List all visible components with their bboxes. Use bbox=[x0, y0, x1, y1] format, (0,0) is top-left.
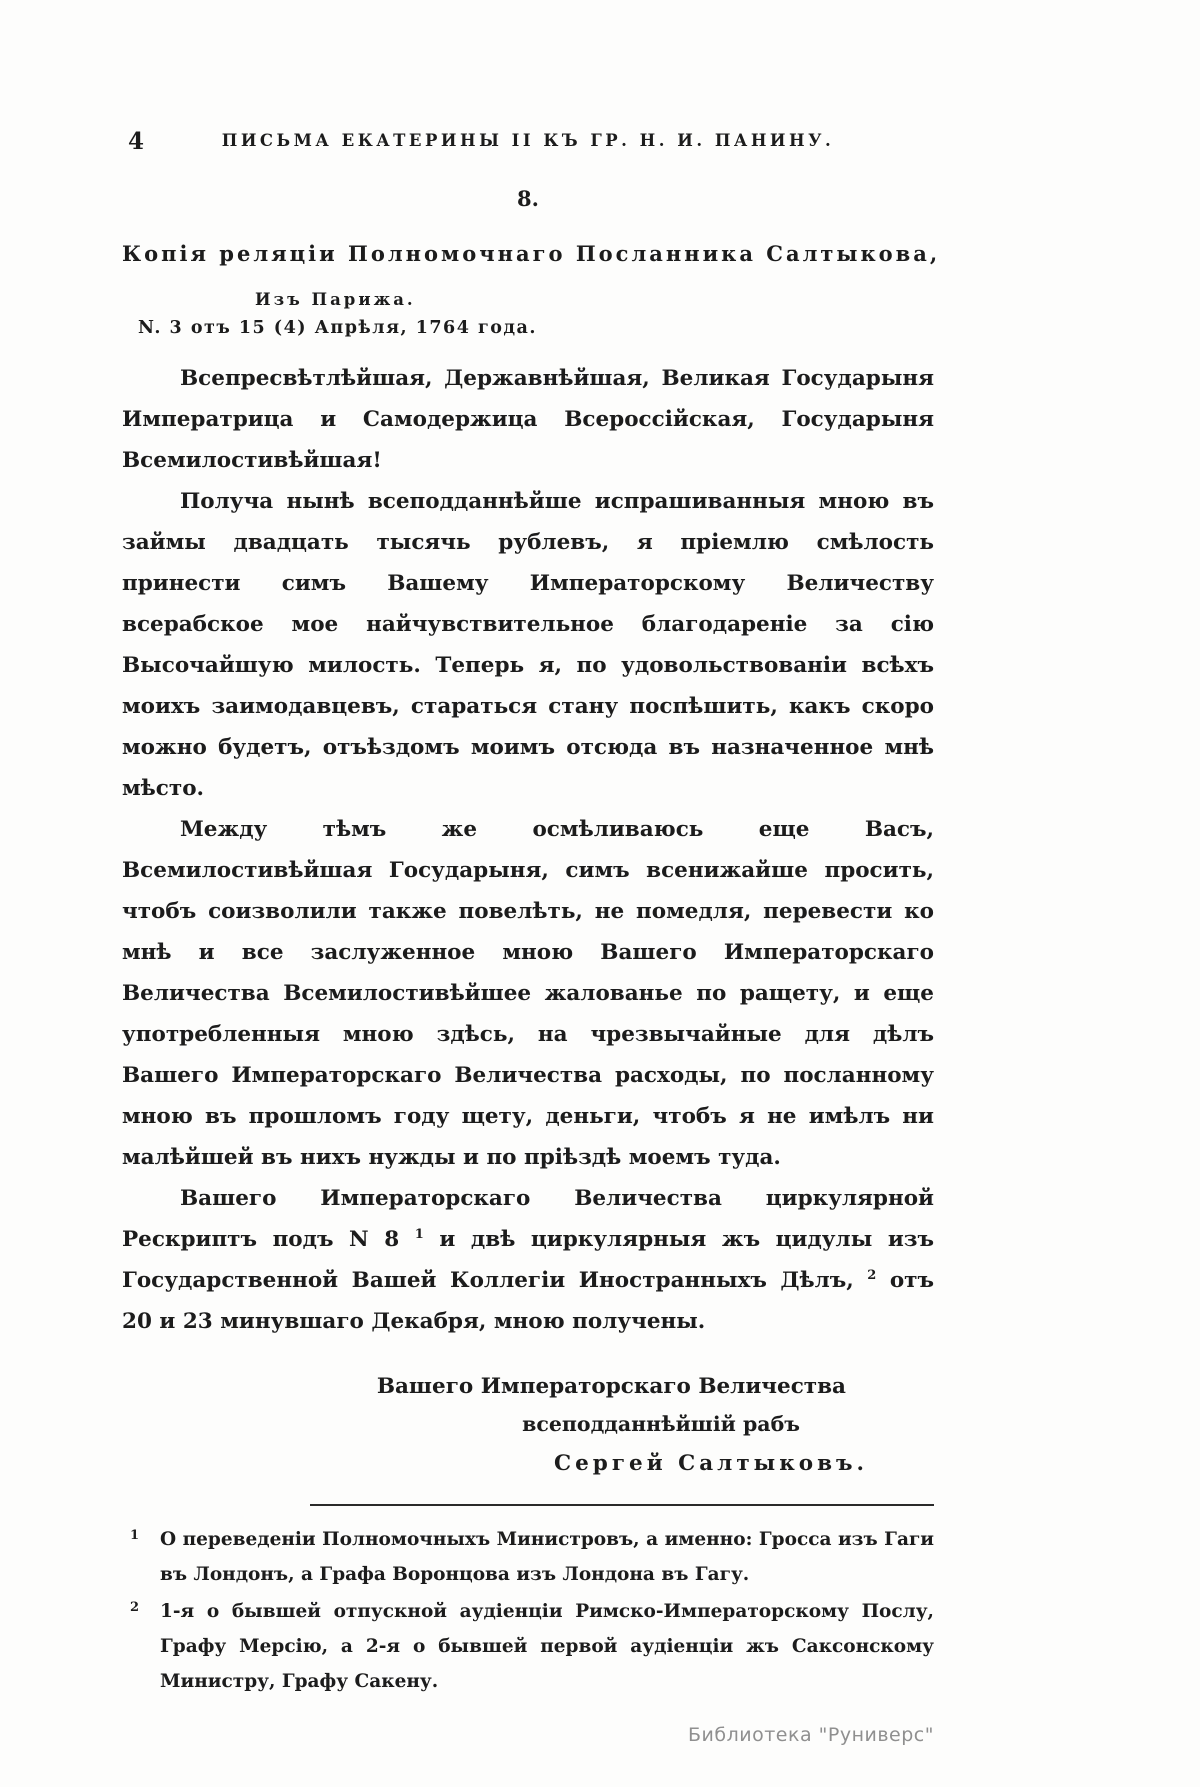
footnote-2-marker: 2 bbox=[130, 1600, 140, 1615]
dateline: N. 3 отъ 15 (4) Апрѣля, 1764 года. bbox=[138, 318, 537, 338]
salutation-paragraph: Всепресвѣтлѣйшая, Державнѣйшая, Великая Государыня Императрица и Самодержица Всероссійская, Государыня Всемилостивѣйшая! bbox=[122, 366, 934, 473]
signature-line-2: всеподданнѣйшій рабъ bbox=[522, 1412, 800, 1436]
body-paragraph-3 bbox=[122, 1178, 934, 1342]
section-number: 8. bbox=[517, 186, 539, 211]
signature-line-3: Сергей Салтыковъ. bbox=[554, 1451, 868, 1476]
footnote-divider bbox=[310, 1504, 934, 1506]
library-watermark: Библиотека "Руниверс" bbox=[688, 1724, 934, 1746]
footnote-ref-2: 2 bbox=[867, 1267, 877, 1283]
footnote-1 bbox=[122, 1522, 934, 1592]
letter-body bbox=[122, 358, 934, 1342]
signature-block bbox=[122, 1374, 934, 1476]
footnote-1-text: О переведеніи Полномочныхъ Министровъ, а именно: Гросса изъ Гаги въ Лондонъ, а Графа Воронцова изъ Лондона въ Гагу. bbox=[160, 1529, 934, 1585]
text-block bbox=[122, 128, 941, 1701]
footnote-2 bbox=[122, 1594, 934, 1699]
footnotes bbox=[122, 1522, 934, 1699]
page-number: 4 bbox=[128, 128, 145, 155]
signature-line-1: Вашего Императорскаго Величества bbox=[376, 1374, 846, 1399]
running-title: ПИСЬМА ЕКАТЕРИНЫ II КЪ ГР. Н. И. ПАНИНУ. bbox=[221, 131, 835, 150]
footnote-1-marker: 1 bbox=[130, 1528, 140, 1543]
page-header bbox=[122, 128, 934, 158]
body-paragraph-1: Получа нынѣ всеподданнѣйше испрашиванныя мною въ займы двадцать тысячь рублевъ, я пріемлю смѣлость принести симъ Вашему Императорскому Величеству всерабское мое найчувствительное благодареніе за сію Высочайшую милость. Теперь я, по удовольствованіи всѣхъ моихъ заимодавцевъ, стараться стану поспѣшить, какъ скоро можно будетъ, отъѣздомъ моимъ отсюда въ назначенное мнѣ мѣсто. bbox=[122, 489, 934, 801]
document-title: Копія реляціи Полномочнаго Посланника Салтыкова, bbox=[122, 241, 941, 266]
paragraph-3-part-a: Вашего Императорскаго Величества циркулярной Рескриптъ подъ N 8 bbox=[122, 1186, 934, 1252]
place-line: Изъ Парижа. bbox=[255, 290, 416, 309]
footnote-2-text: 1-я о бывшей отпускной аудіенціи Римско-Императорскому Послу, Графу Мерсію, а 2-я о бывшей первой аудіенціи жъ Саксонскому Министру, Графу Сакену. bbox=[160, 1601, 934, 1692]
footnote-ref-1: 1 bbox=[414, 1226, 424, 1242]
paragraph-3-part-c: отъ 20 и 23 минувшаго Декабря, мною получены. bbox=[122, 1268, 934, 1334]
body-paragraph-2: Между тѣмъ же осмѣливаюсь еще Васъ, Всемилостивѣйшая Государыня, симъ всенижайше просить, чтобъ соизволили также повелѣть, не помедля, перевести ко мнѣ и все заслуженное мною Вашего Императорскаго Величества Всемилостивѣйшее жалованье по ращету, и еще употребленныя мною здѣсь, на чрезвычайные для дѣлъ Вашего Императорскаго Величества расходы, по посланному мною въ прошломъ году щету, деньги, чтобъ я не имѣлъ ни малѣйшей въ нихъ нужды и по пріѣздѣ моемъ туда. bbox=[122, 817, 934, 1170]
paragraph-3-part-b: и двѣ циркулярныя жъ цидулы изъ Государственной Вашей Коллегіи Иностранныхъ Дѣлъ, bbox=[122, 1227, 934, 1293]
